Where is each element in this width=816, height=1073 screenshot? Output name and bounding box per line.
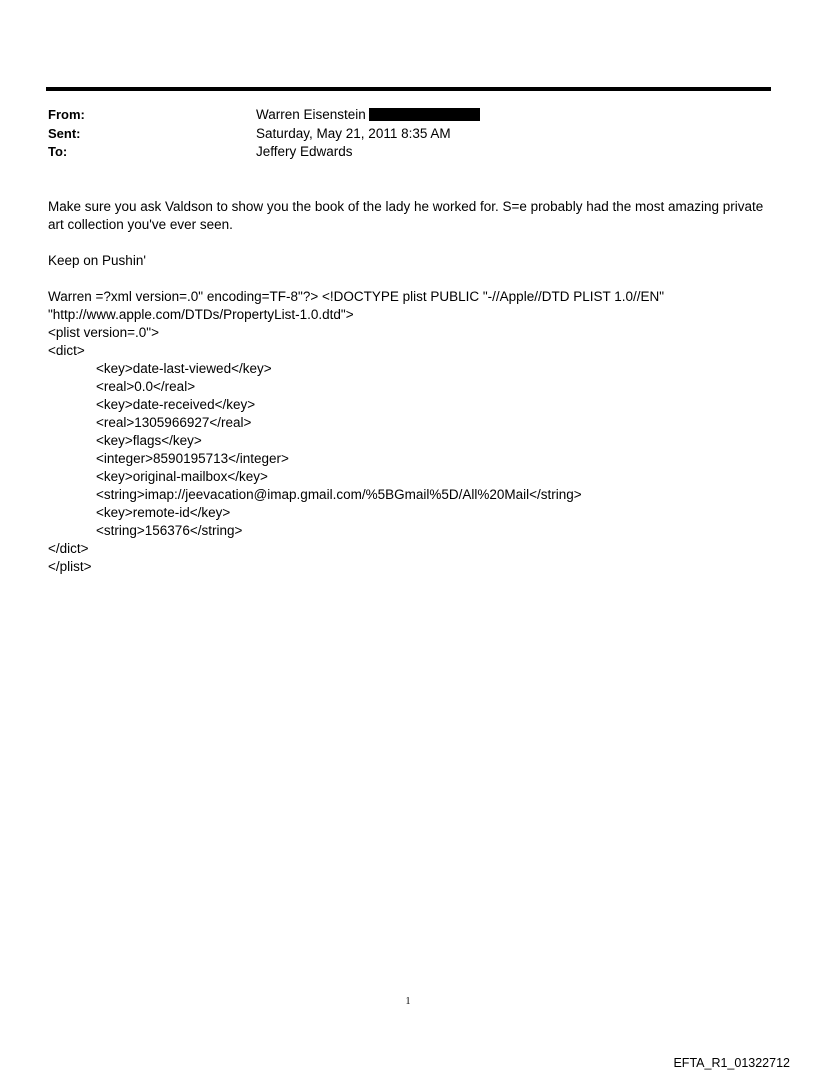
plist-line: <key>original-mailbox</key> xyxy=(96,469,268,484)
plist-line: <dict> xyxy=(48,343,85,358)
sender-name: Warren Eisenstein xyxy=(256,107,366,122)
sent-label: Sent: xyxy=(48,125,81,141)
plist-line: <key>date-last-viewed</key> xyxy=(96,361,272,376)
plist-doctype-line: Warren =?xml version=.0" encoding=TF-8"?> <!DOCTYPE plist PUBLIC "-//Apple//DTD PLIST 1.0//EN" "http://www.apple.com/DTDs/PropertyList-1.0.dtd"> xyxy=(48,289,665,322)
from-label: From: xyxy=(48,107,85,122)
to-value: Jeffery Edwards xyxy=(256,144,353,159)
to-row xyxy=(48,144,768,163)
to-label: To: xyxy=(48,144,68,159)
plist-line: <plist version=.0"> xyxy=(48,325,159,340)
plist-line: <real>1305966927</real> xyxy=(96,415,252,430)
sent-row xyxy=(48,126,768,145)
plist-line: <real>0.0</real> xyxy=(96,379,196,394)
email-header xyxy=(48,107,768,163)
plist-line: <key>flags</key> xyxy=(96,433,202,448)
from-row xyxy=(48,107,768,126)
plist-line: <string>imap://jeevacation@imap.gmail.com/%5BGmail%5D/All%20Mail</string> xyxy=(96,487,582,502)
plist-line: </dict> xyxy=(48,541,89,556)
redaction-block xyxy=(369,108,480,121)
header-divider xyxy=(46,87,771,91)
plist-line: <integer>8590195713</integer> xyxy=(96,451,289,466)
plist-line: </plist> xyxy=(48,559,92,574)
body-paragraph-1: Make sure you ask Valdson to show you the book of the lady he worked for. S=e probably had the most amazing private art collection you've ever seen. xyxy=(48,199,764,232)
plist-line: <key>remote-id</key> xyxy=(96,505,231,520)
plist-line: <key>date-received</key> xyxy=(96,397,256,412)
plist-block xyxy=(48,288,773,576)
sent-value: Saturday, May 21, 2011 8:35 AM xyxy=(256,125,451,141)
body-paragraph-2: Keep on Pushin' xyxy=(48,253,146,268)
plist-lines xyxy=(48,324,773,576)
document-id: EFTA_R1_01322712 xyxy=(673,1056,790,1070)
from-value xyxy=(256,107,480,122)
page-number: 1 xyxy=(405,996,411,1007)
plist-line: <string>156376</string> xyxy=(96,523,243,538)
